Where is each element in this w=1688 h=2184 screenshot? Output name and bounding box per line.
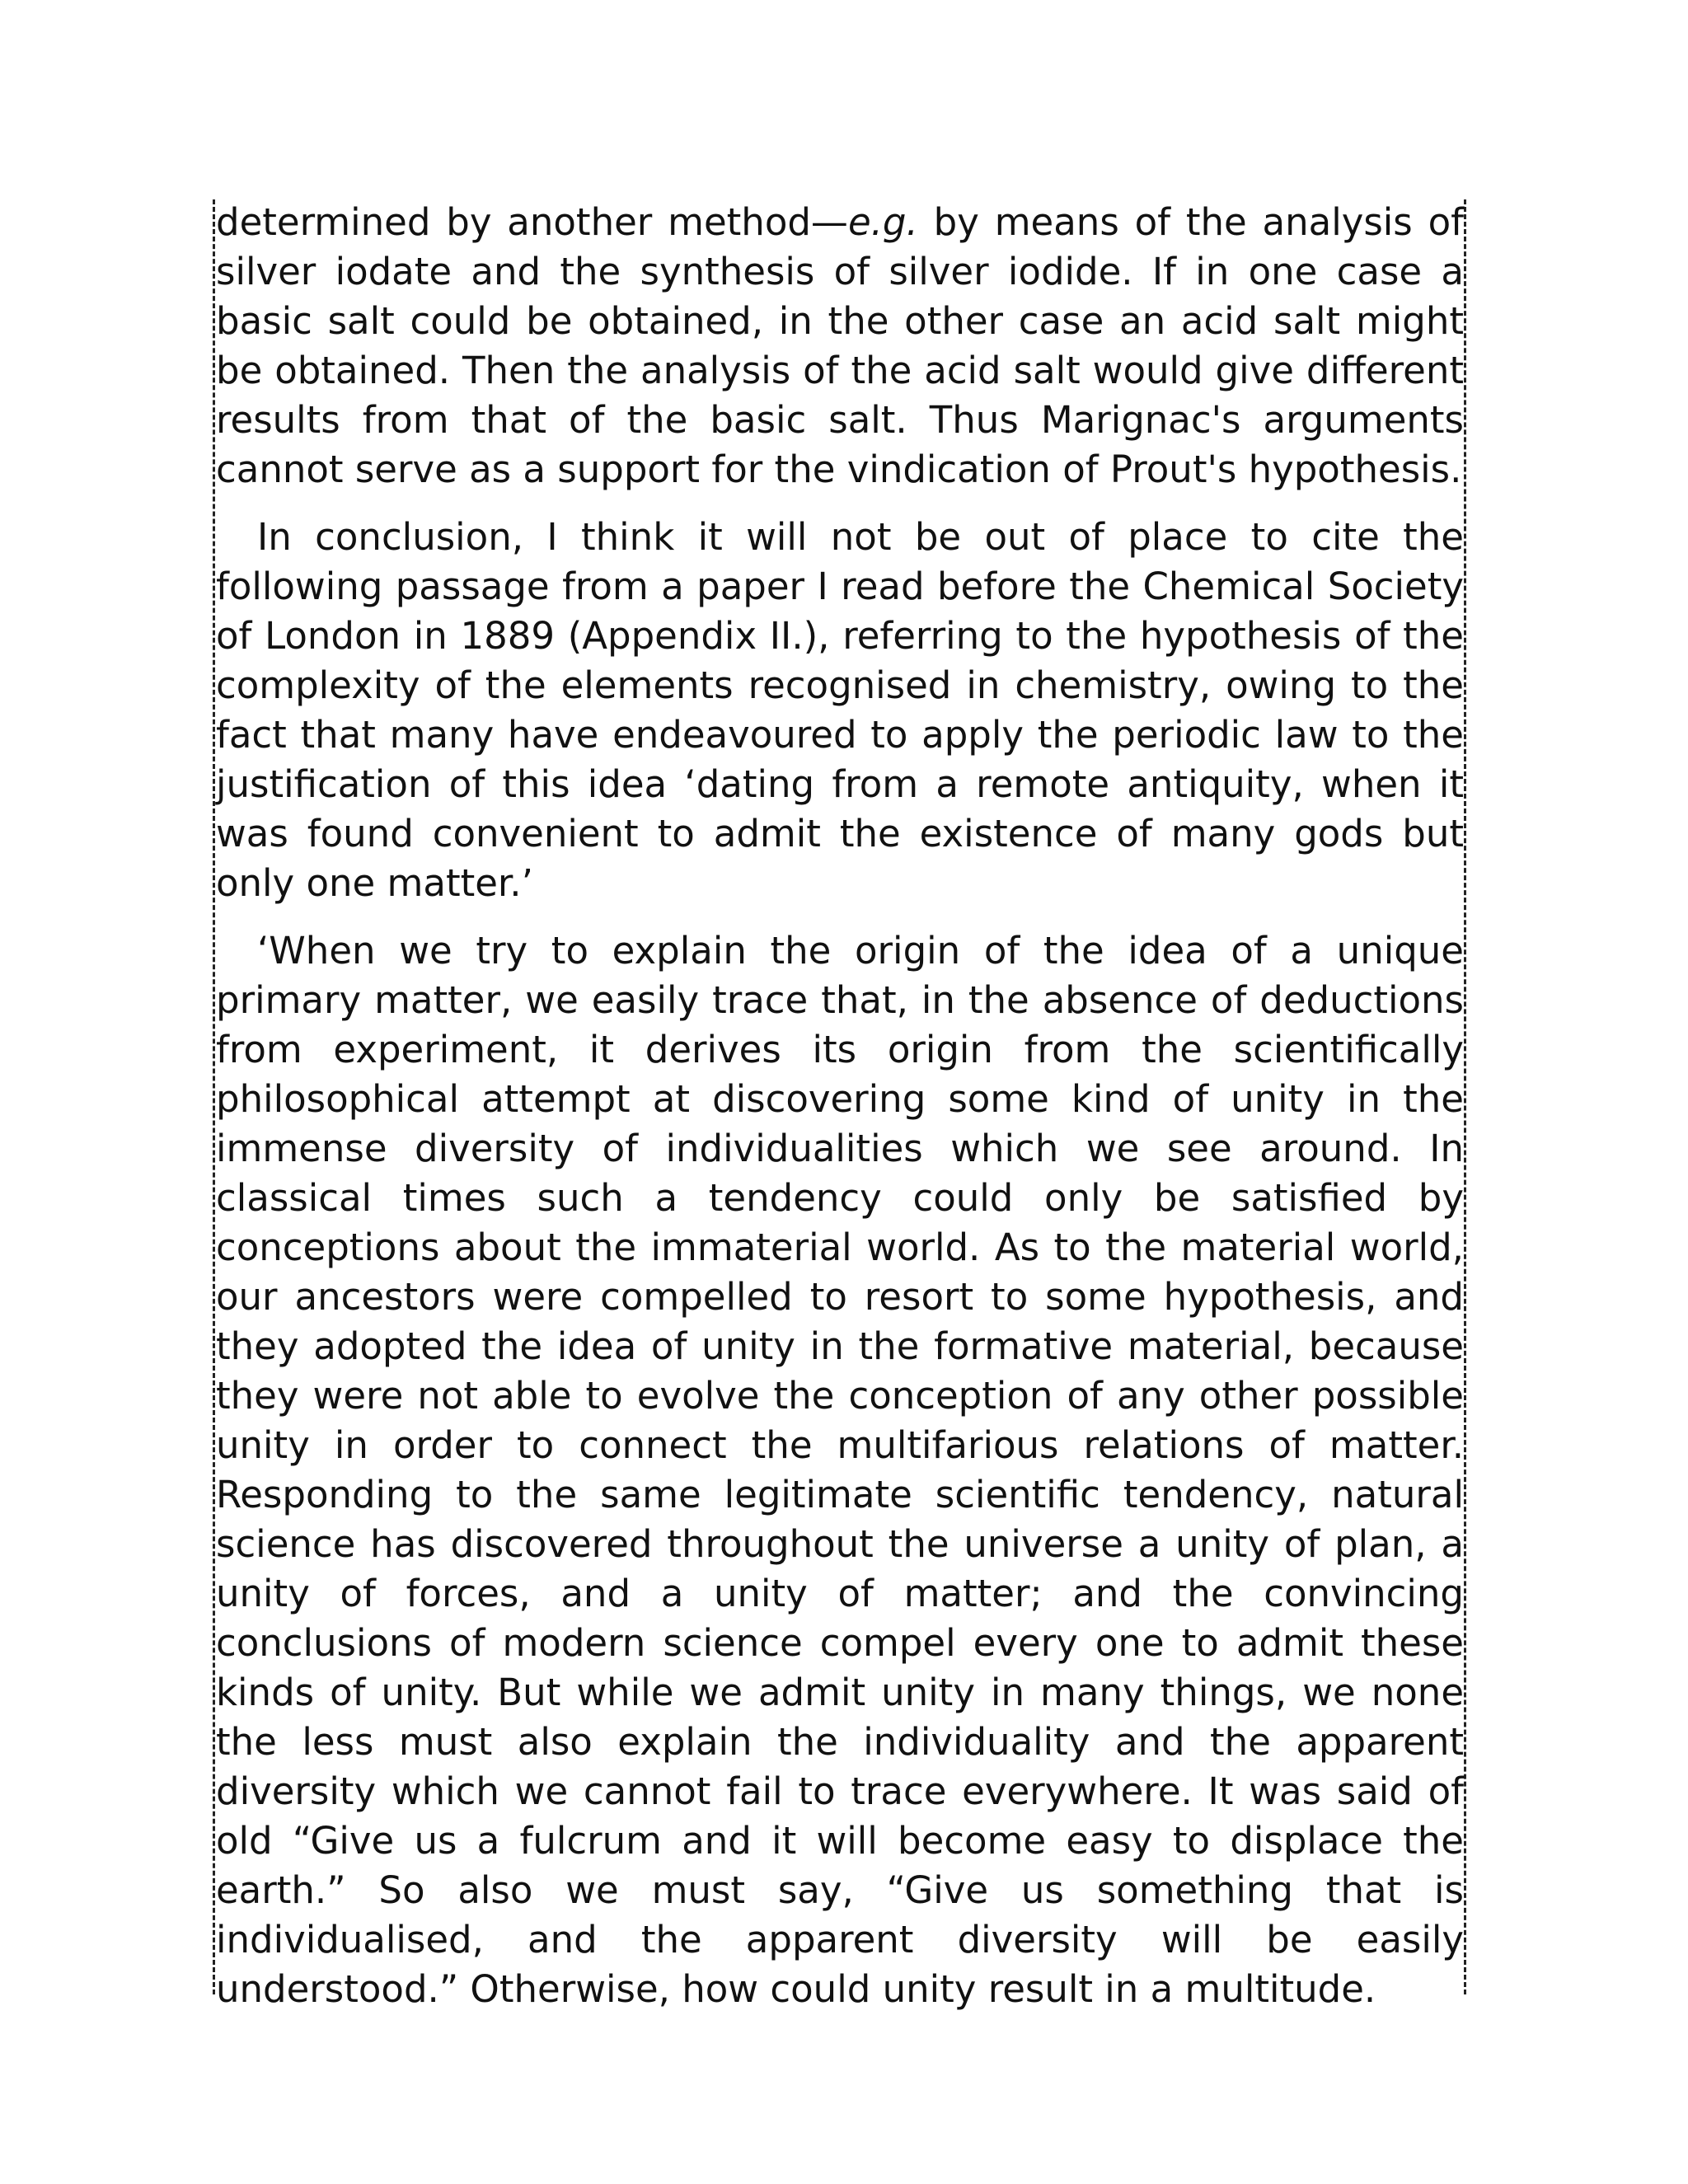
body-text — [216, 198, 1464, 2032]
paragraph-1-italic: e.g. — [847, 200, 918, 244]
paragraph-1-rest: by means of the analysis of silver iodate and the synthesis of silver iodide. If in one case a basic salt could be obtained, in the other case an acid salt might be obtained. Then the analysis of the acid salt would give different results from that of the basic salt. Thus Marignac's arguments cannot serve as a support for the vindication of Prout's hypothesis. — [216, 200, 1464, 491]
left-margin-guide — [213, 199, 215, 1994]
paragraph-1 — [216, 198, 1464, 494]
paragraph-1-lead: determined by another method— — [216, 200, 848, 244]
paragraph-3: ‘When we try to explain the origin of the idea of a unique primary matter, we easily trace that, in the absence of deductions from experiment, it derives its origin from the scientifically philosophical attempt at discovering some kind of unity in the immense diversity of individualities which we see around. In classical times such a tendency could only be satisfied by conceptions about the immaterial world. As to the material world, our ancestors were compelled to resort to some hypothesis, and they adopted the idea of unity in the formative material, because they were not able to evolve the conception of any other possible unity in order to connect the multifarious relations of matter. Responding to the same legitimate scientific tendency, natural science has discovered throughout the universe a unity of plan, a unity of forces, and a unity of matter; and the convincing conclusions of modern science compel every one to admit these kinds of unity. But while we admit unity in many things, we none the less must also explain the individuality and the apparent diversity which we cannot fail to trace everywhere. It was said of old “Give us a fulcrum and it will become easy to displace the earth.” So also we must say, “Give us something that is individualised, and the apparent diversity will be easily understood.” Otherwise, how could unity result in a multitude. — [216, 929, 1464, 2011]
paragraph-2: In conclusion, I think it will not be out of place to cite the following passage from a paper I read before the Chemical Society of London in 1889 (Appendix II.), referring to the hypothesis of the complexity of the elements recognised in chemistry, owing to the fact that many have endeavoured to apply the periodic law to the justification of this idea ‘dating from a remote antiquity, when it was found convenient to admit the existence of many gods but only one matter.’ — [216, 515, 1464, 905]
right-margin-guide — [1464, 199, 1466, 1994]
